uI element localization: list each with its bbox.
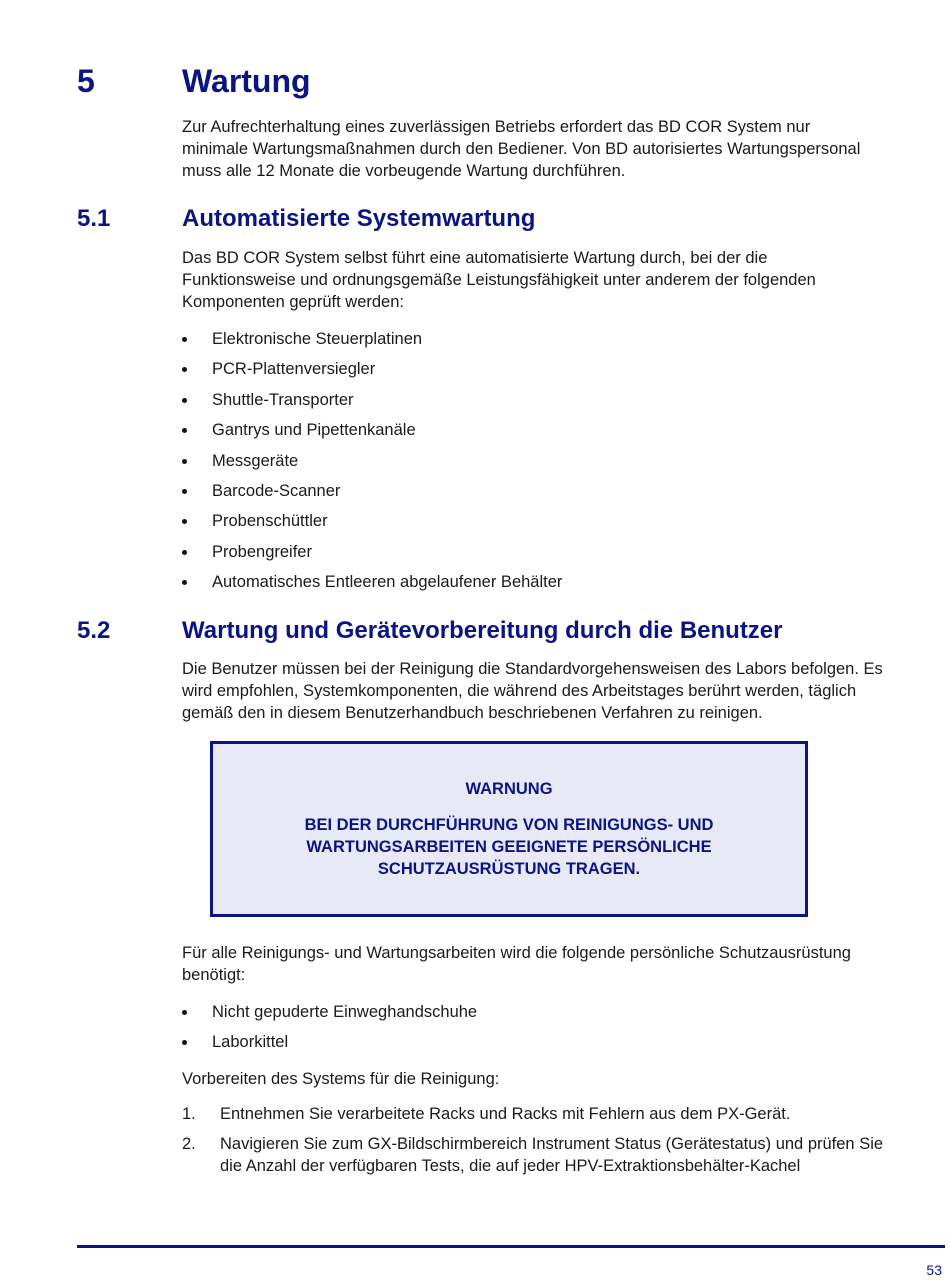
list-item — [182, 419, 562, 449]
step-item — [182, 1103, 883, 1125]
text-line: muss alle 12 Monate die vorbeugende Wartung durchführen. — [182, 162, 626, 180]
text-line: Für alle Reinigungs- und Wartungsarbeiten wird die folgende persönliche Schutzausrüstung — [182, 944, 851, 962]
section-5-2-intro — [182, 658, 942, 724]
step-number: 1. — [182, 1105, 196, 1123]
chapter-heading — [0, 63, 950, 99]
text-line: gemäß den in diesem Benutzerhandbuch beschriebenen Verfahren zu reinigen. — [182, 704, 763, 722]
warning-line: BEI DER DURCHFÜHRUNG VON REINIGUNGS- UND — [304, 816, 714, 834]
bullet-icon — [182, 519, 187, 524]
warning-title: WARNUNG — [465, 780, 553, 798]
list-item — [182, 1031, 477, 1061]
list-item — [182, 328, 562, 358]
text-line: Das BD COR System selbst führt eine automatisierte Wartung durch, bei der die — [182, 249, 768, 267]
list-item — [182, 541, 562, 571]
bullet-icon — [182, 550, 187, 555]
text-line: Vorbereiten des Systems für die Reinigung: — [182, 1070, 500, 1088]
warning-line: SCHUTZAUSRÜSTUNG TRAGEN. — [377, 860, 641, 878]
list-item — [182, 450, 562, 480]
bullet-icon — [182, 428, 187, 433]
list-item-text: Messgeräte — [212, 451, 299, 470]
bullet-icon — [182, 337, 187, 342]
section-title: Automatisierte Systemwartung — [182, 205, 536, 232]
prep-steps — [182, 1103, 883, 1185]
step-item — [182, 1133, 883, 1177]
text-line: wird empfohlen, Systemkomponenten, die während des Arbeitstages berührt werden, täglich — [182, 682, 857, 700]
warning-box — [210, 741, 808, 917]
bullet-icon — [182, 398, 187, 403]
section-title: Wartung und Gerätevorbereitung durch die Benutzer — [182, 617, 783, 644]
text-line: Die Benutzer müssen bei der Reinigung die Standardvorgehensweisen des Labors befolgen. Es — [182, 660, 883, 678]
bullet-icon — [182, 489, 187, 494]
list-item-text: Probenschüttler — [212, 512, 328, 531]
component-list — [182, 328, 562, 602]
list-item — [182, 571, 562, 601]
prep-intro — [182, 1068, 942, 1090]
list-item-text: Laborkittel — [212, 1033, 289, 1052]
bullet-icon — [182, 459, 187, 464]
list-item-text: Automatisches Entleeren abgelaufener Behälter — [212, 573, 563, 592]
chapter-number: 5 — [77, 63, 95, 99]
text-line: benötigt: — [182, 966, 246, 984]
list-item-text: Nicht gepuderte Einweghandschuhe — [212, 1003, 478, 1021]
bullet-icon — [182, 1010, 187, 1015]
footer-divider — [77, 1245, 945, 1248]
page-number: 53 — [926, 1262, 942, 1278]
list-item-text: Barcode-Scanner — [212, 481, 341, 500]
text-line: Zur Aufrechterhaltung eines zuverlässigen Betriebs erfordert das BD COR System nur — [182, 118, 811, 136]
text-line: minimale Wartungsmaßnahmen durch den Bediener. Von BD autorisiertes Wartungspersonal — [182, 140, 861, 158]
list-item — [182, 480, 562, 510]
warning-line: WARTUNGSARBEITEN GEEIGNETE PERSÖNLICHE — [306, 838, 712, 856]
section-5-1-intro — [182, 247, 942, 313]
section-heading-5-2 — [0, 617, 950, 645]
step-text: die Anzahl der verfügbaren Tests, die auf jeder HPV-Extraktionsbehälter-Kachel — [220, 1157, 801, 1175]
bullet-icon — [182, 580, 187, 585]
bullet-icon — [182, 1040, 187, 1045]
bullet-icon — [182, 367, 187, 372]
step-text: Navigieren Sie zum GX-Bildschirmbereich Instrument Status (Gerätestatus) und prüfen Sie — [220, 1135, 884, 1153]
chapter-intro — [182, 116, 942, 182]
list-item-text: Probengreifer — [212, 542, 312, 561]
list-item — [182, 389, 562, 419]
list-item-text: Gantrys und Pipettenkanäle — [212, 421, 416, 440]
ppe-list — [182, 1001, 477, 1062]
list-item-text: PCR-Plattenversiegler — [212, 360, 376, 379]
list-item — [182, 510, 562, 540]
list-item — [182, 1001, 477, 1031]
warning-body — [213, 814, 805, 880]
ppe-intro — [182, 942, 942, 986]
list-item — [182, 358, 562, 388]
step-text: Entnehmen Sie verarbeitete Racks und Racks mit Fehlern aus dem PX-Gerät. — [220, 1105, 791, 1123]
section-number: 5.1 — [77, 205, 111, 232]
section-number: 5.2 — [77, 617, 111, 644]
step-number: 2. — [182, 1135, 196, 1153]
list-item-text: Elektronische Steuerplatinen — [212, 330, 423, 348]
chapter-title: Wartung — [182, 63, 311, 99]
text-line: Komponenten geprüft werden: — [182, 293, 404, 311]
section-heading-5-1 — [0, 205, 950, 233]
text-line: Funktionsweise und ordnungsgemäße Leistungsfähigkeit unter anderem der folgenden — [182, 271, 816, 289]
list-item-text: Shuttle-Transporter — [212, 390, 354, 409]
